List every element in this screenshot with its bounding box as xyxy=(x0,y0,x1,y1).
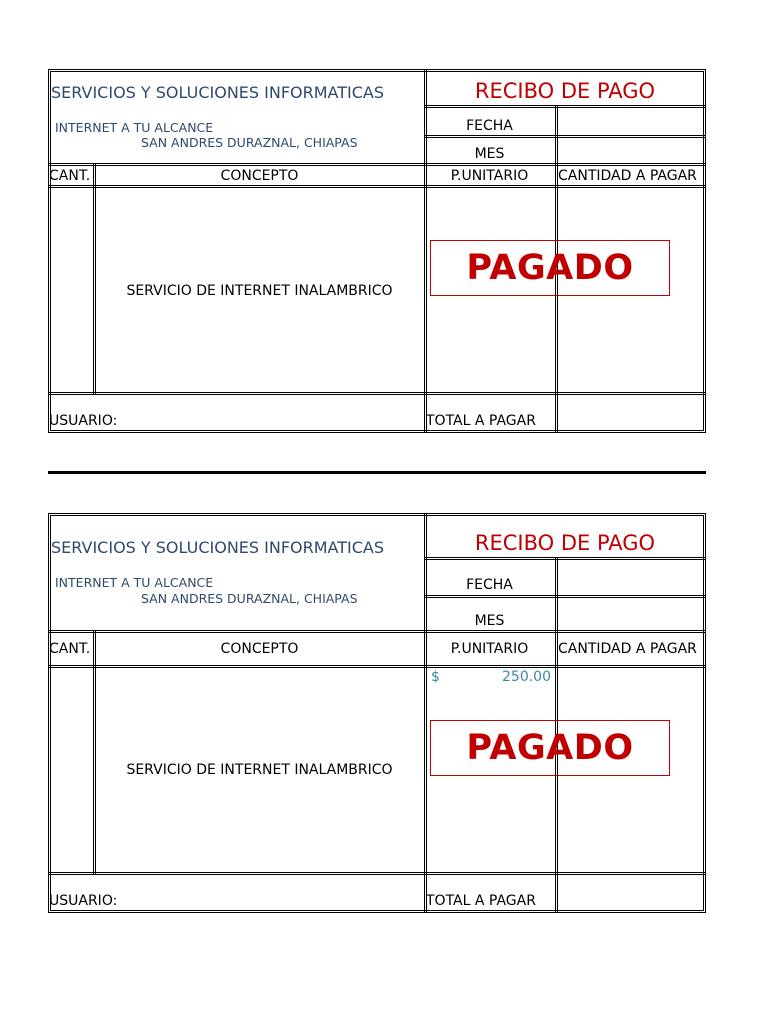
currency-symbol: $ xyxy=(431,669,440,685)
fecha-label: FECHA xyxy=(466,577,513,593)
total-label: TOTAL A PAGAR xyxy=(426,893,536,909)
divider xyxy=(48,630,706,633)
usuario-label: USUARIO: xyxy=(49,413,118,429)
divider xyxy=(424,557,706,560)
concepto-value: SERVICIO DE INTERNET INALAMBRICO xyxy=(126,762,393,778)
divider xyxy=(424,595,706,598)
divider xyxy=(424,135,706,138)
divider xyxy=(424,513,427,913)
col-header-cantidad: CANTIDAD A PAGAR xyxy=(558,641,697,657)
mes-label: MES xyxy=(474,613,505,629)
divider xyxy=(424,105,706,108)
col-header-cant: CANT. xyxy=(49,641,91,657)
divider xyxy=(48,392,706,395)
divider xyxy=(93,630,96,874)
receipt-2 xyxy=(48,513,706,913)
company-name: SERVICIOS Y SOLUCIONES INFORMATICAS xyxy=(51,538,385,557)
fecha-label: FECHA xyxy=(466,118,513,134)
col-header-unitario: P.UNITARIO xyxy=(450,168,529,184)
col-header-unitario: P.UNITARIO xyxy=(450,641,529,657)
unit-price: 250.00 xyxy=(502,669,551,685)
divider xyxy=(48,163,706,166)
tagline: INTERNET A TU ALCANCE xyxy=(55,120,214,135)
separator-line xyxy=(48,471,706,474)
pagado-stamp: PAGADO xyxy=(430,240,670,296)
divider xyxy=(48,185,706,188)
col-header-concepto: CONCEPTO xyxy=(220,641,299,657)
pagado-stamp: PAGADO xyxy=(430,720,670,776)
location: SAN ANDRES DURAZNAL, CHIAPAS xyxy=(141,591,358,606)
tagline: INTERNET A TU ALCANCE xyxy=(55,575,214,590)
receipt-frame xyxy=(48,513,706,913)
mes-label: MES xyxy=(474,146,505,162)
receipt-title: RECIBO DE PAGO xyxy=(474,531,656,555)
receipt-title: RECIBO DE PAGO xyxy=(474,79,656,103)
col-header-cant: CANT. xyxy=(49,168,91,184)
location: SAN ANDRES DURAZNAL, CHIAPAS xyxy=(141,135,358,150)
total-label: TOTAL A PAGAR xyxy=(426,413,536,429)
company-name: SERVICIOS Y SOLUCIONES INFORMATICAS xyxy=(51,83,385,102)
concepto-value: SERVICIO DE INTERNET INALAMBRICO xyxy=(126,283,393,299)
receipt-1 xyxy=(48,69,706,433)
usuario-label: USUARIO: xyxy=(49,893,118,909)
col-header-cantidad: CANTIDAD A PAGAR xyxy=(558,168,697,184)
divider xyxy=(48,665,706,668)
col-header-concepto: CONCEPTO xyxy=(220,168,299,184)
divider xyxy=(93,163,96,394)
divider xyxy=(48,872,706,875)
